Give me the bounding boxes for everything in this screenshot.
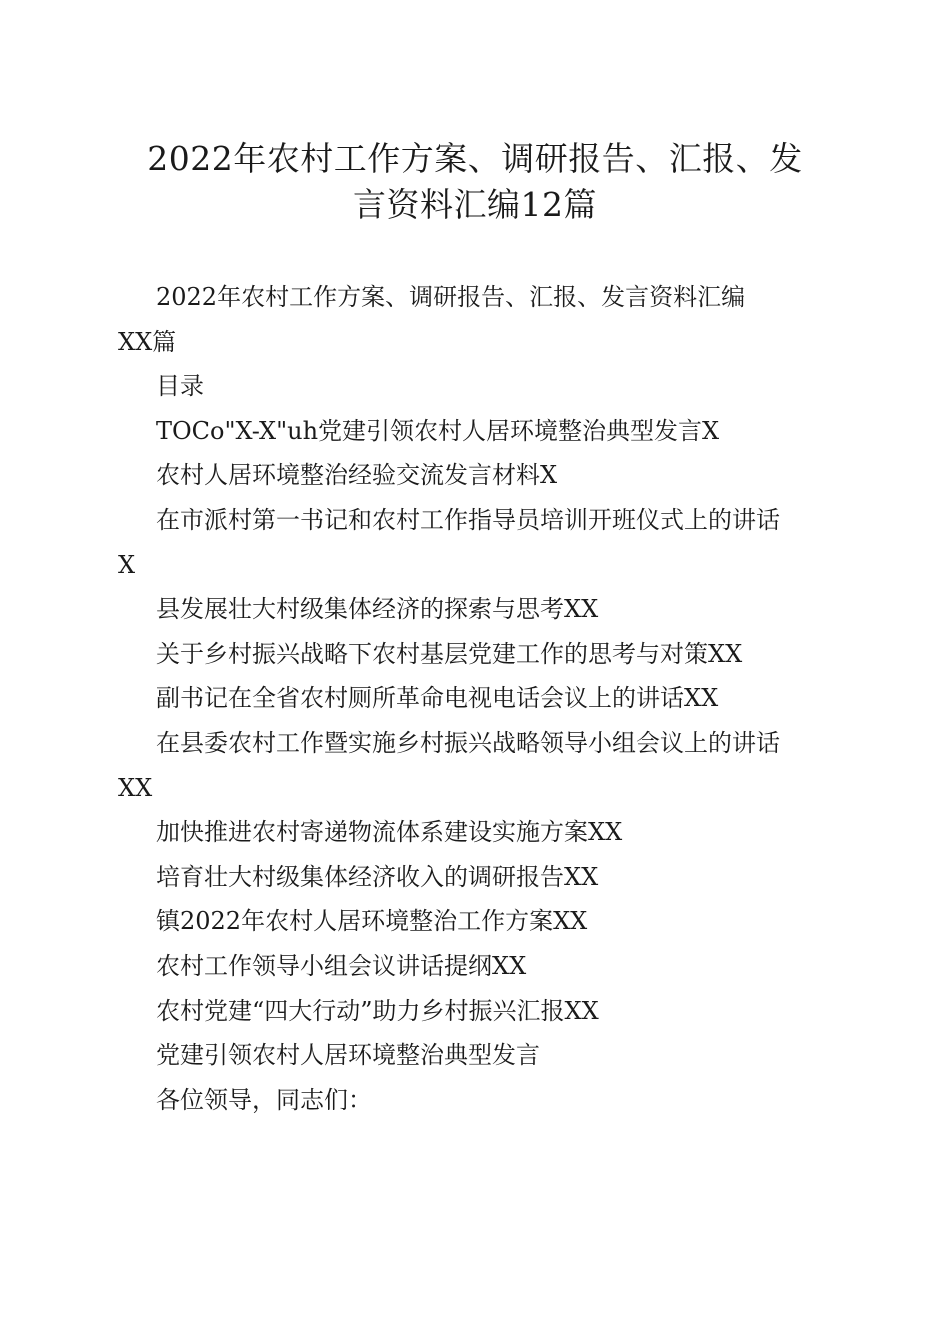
toc-entry-text: 在县委农村工作暨实施乡村振兴战略领导小组会议上的讲话 (156, 728, 780, 757)
toc-entry (118, 899, 830, 944)
toc-entry (118, 989, 830, 1034)
toc-heading (118, 364, 830, 409)
toc-entry (118, 855, 830, 900)
toc-entry (118, 453, 830, 498)
section-heading-text: 党建引领农村人居环境整治典型发言 (156, 1041, 540, 1070)
toc-entry (118, 676, 830, 721)
toc-entry-text: 加快推进农村寄递物流体系建设实施方案XX (156, 818, 623, 847)
toc-entry-text: 副书记在全省农村厕所革命电视电话会议上的讲话XX (156, 684, 719, 713)
toc-entry (118, 409, 830, 454)
toc-entry (118, 944, 830, 989)
toc-heading-text: 目录 (156, 372, 204, 401)
toc-entry (118, 498, 830, 587)
toc-entry-text: TOCo"X-X"uh党建引领农村人居环境整治典型发言X (156, 416, 720, 445)
toc-entry (118, 587, 830, 632)
document-body (118, 275, 830, 1122)
toc-entry-text: 县发展壮大村级集体经济的探索与思考XX (156, 595, 599, 624)
toc-entry-text: 农村人居环境整治经验交流发言材料X (156, 461, 558, 490)
intro-line-2: XX篇 (118, 327, 177, 356)
toc-entry (118, 632, 830, 677)
intro-paragraph (118, 275, 830, 364)
title-line-1: 2022年农村工作方案、调研报告、汇报、发 (147, 139, 803, 178)
toc-entry-text: 培育壮大村级集体经济收入的调研报告XX (156, 862, 599, 891)
toc-entry-text: 农村党建“四大行动”助力乡村振兴汇报XX (156, 996, 599, 1025)
toc-entry-text: 农村工作领导小组会议讲话提纲XX (156, 951, 527, 980)
title-line-2: 言资料汇编12篇 (353, 185, 597, 224)
document-title (100, 136, 850, 228)
toc-entry-text: 镇2022年农村人居环境整治工作方案XX (156, 907, 588, 936)
toc-entry (118, 721, 830, 810)
salutation (118, 1078, 830, 1123)
toc-entry-text-cont: XX (118, 773, 153, 802)
toc-entry-text: 关于乡村振兴战略下农村基层党建工作的思考与对策XX (156, 639, 743, 668)
salutation-text: 各位领导，同志们： (156, 1085, 372, 1114)
toc-entry-text-cont: X (118, 550, 136, 579)
intro-line-1: 2022年农村工作方案、调研报告、汇报、发言资料汇编 (156, 283, 746, 311)
section-heading (118, 1033, 830, 1078)
toc-entry (118, 810, 830, 855)
toc-entry-text: 在市派村第一书记和农村工作指导员培训开班仪式上的讲话 (156, 505, 780, 534)
